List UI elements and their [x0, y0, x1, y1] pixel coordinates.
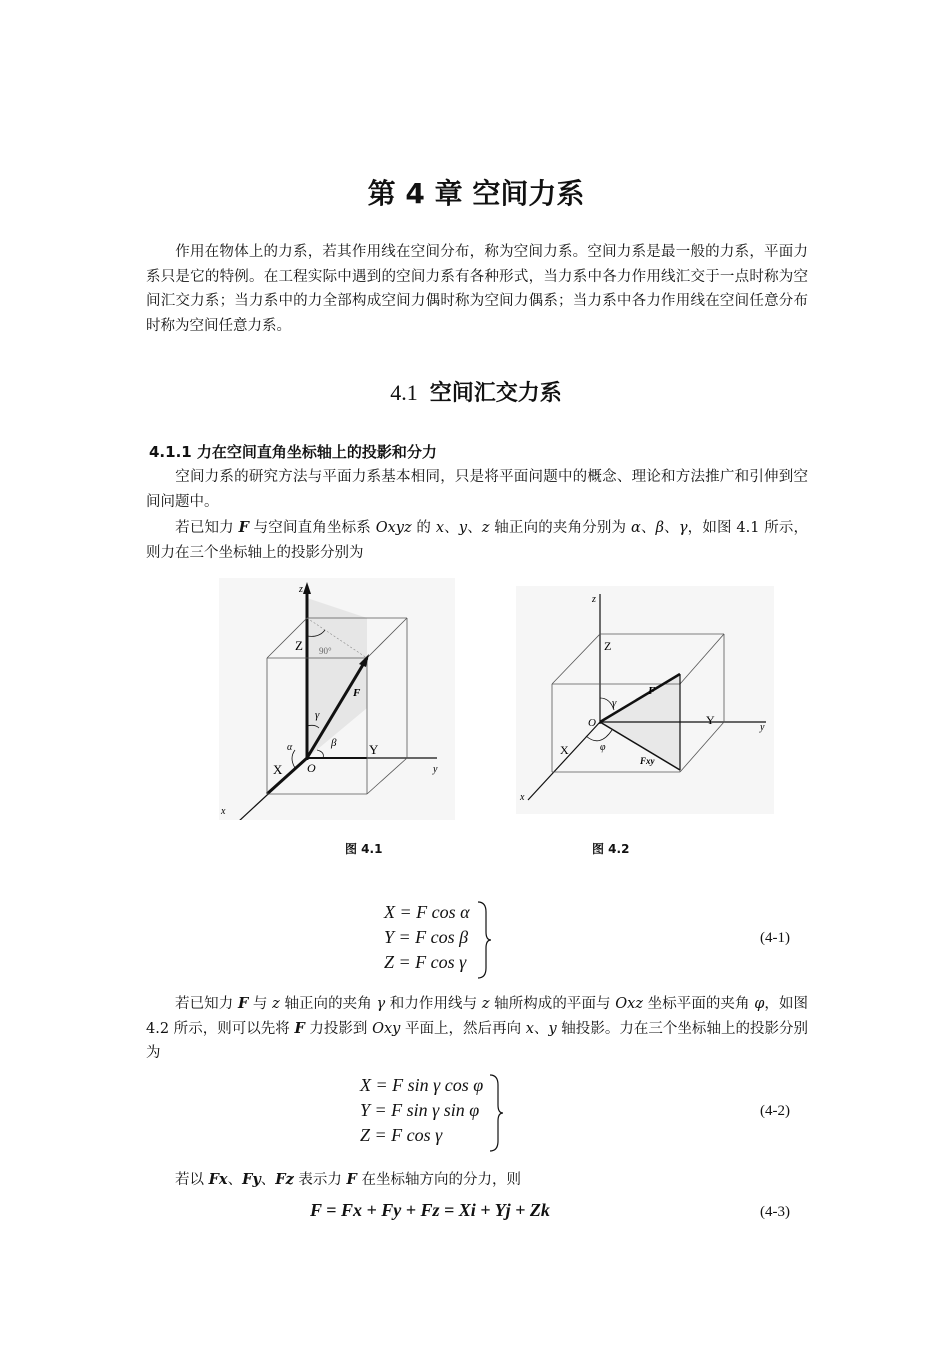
- fig1-label-z: z: [299, 584, 303, 595]
- p3-text-e: 轴所构成的平面与: [489, 996, 616, 1012]
- eq1-brace-path: [478, 902, 491, 978]
- paragraph-3: [146, 992, 808, 1066]
- section-number: 4.1: [390, 380, 418, 405]
- eq2-line-2: Y = F sin γ sin φ: [360, 1100, 480, 1120]
- fig2-box-edge: [552, 634, 600, 684]
- p3-x: x: [525, 1020, 534, 1037]
- fig1-label-x: x: [221, 806, 226, 817]
- p3-text-c: 轴正向的夹角: [279, 996, 377, 1012]
- fig1-z-arrow: [303, 582, 311, 594]
- eq2-brace-path: [490, 1075, 503, 1151]
- eq2-brace: [488, 1073, 504, 1153]
- p3-text-a: 若已知力: [175, 996, 238, 1012]
- p2-sep3: 、: [640, 520, 656, 536]
- paragraph-4: [146, 1168, 808, 1193]
- equation-4-3-number: (4-3): [760, 1204, 790, 1220]
- intro-paragraph: [146, 240, 808, 338]
- p3-oxy: Oxy: [372, 1020, 401, 1037]
- p3-gamma: γ: [376, 996, 386, 1012]
- equation-4-2-number: (4-2): [760, 1103, 790, 1119]
- p2-text-a: 若已知力: [175, 520, 239, 536]
- paragraph-2: [146, 516, 808, 565]
- fig2-x-axis: [528, 722, 600, 800]
- intro-text: 作用在物体上的力系，若其作用线在空间分布，称为空间力系。空间力系是最一般的力系，平面力系只是它的特例。在工程实际中遇到的空间力系有各种形式，当力系中各力作用线汇交于一点时称为空间汇交力系；当力系中的力全部构成空间力偶时称为空间力偶系；当力系中各力作用线在空间任意分布时称为空间任意力系。: [146, 244, 808, 334]
- fig1-label-O: O: [307, 761, 316, 775]
- p2-beta: β: [655, 520, 664, 536]
- p4-text-b: 表示力: [293, 1172, 347, 1188]
- figure-4-1-caption: 图 4.1: [345, 842, 383, 856]
- p3-z2: z: [481, 996, 490, 1012]
- p2-text-b: 与空间直角坐标系: [248, 520, 376, 536]
- p2-text-e: ，如图 4.1 所示，则力在三个坐标轴上的投影分别为: [146, 520, 809, 561]
- p3-text-i: 平面上，然后再向: [400, 1020, 526, 1037]
- p4-sep1: 、: [227, 1172, 243, 1188]
- p2-text-d: 轴正向的夹角分别为: [489, 520, 631, 536]
- eq1-line-3: Z = F cos γ: [384, 952, 467, 972]
- fig1-label-X: X: [273, 762, 283, 777]
- fig1-label-gamma: γ: [315, 709, 320, 721]
- p3-text-j: 轴投影。力在三个坐标轴上的投影分别为: [146, 1020, 809, 1061]
- fig2-label-phi: φ: [600, 742, 606, 753]
- p3-z1: z: [272, 996, 280, 1012]
- p4-force-F: F: [346, 1171, 357, 1188]
- p2-z: z: [481, 520, 490, 536]
- fig2-angle-phi: [586, 730, 612, 741]
- p4-sep2: 、: [260, 1172, 276, 1188]
- eq2-line-3: Z = F cos γ: [360, 1125, 443, 1145]
- p3-text-d: 和力作用线与: [385, 996, 482, 1012]
- fig1-label-90: 90°: [319, 646, 332, 656]
- equation-4-1: [384, 900, 470, 975]
- p2-sep2: 、: [467, 520, 482, 536]
- equation-4-1-number: (4-1): [760, 930, 790, 946]
- fig2-label-Z: Z: [604, 639, 612, 653]
- p4-Fz: Fz: [275, 1171, 294, 1188]
- p4-Fx: Fx: [208, 1171, 228, 1188]
- fig2-label-y: y: [760, 722, 765, 733]
- p3-text-g: ，如图 4.2 所示，则可以先将: [146, 996, 809, 1037]
- fig1-label-Y: Y: [369, 742, 379, 757]
- fig1-label-alpha: α: [287, 742, 293, 753]
- fig1-angle-alpha: [292, 750, 295, 768]
- figure-4-1: [219, 578, 455, 820]
- p4-Fy: Fy: [242, 1171, 261, 1188]
- p3-phi: φ: [754, 996, 765, 1012]
- p3-y: y: [548, 1020, 557, 1037]
- eq1-brace: [476, 900, 492, 980]
- p2-alpha: α: [630, 520, 641, 536]
- chapter-title: 第 4 章 空间力系: [367, 177, 585, 210]
- p4-text-a: 若以: [175, 1172, 209, 1188]
- section-heading: [0, 376, 952, 407]
- p3-text-f: 坐标平面的夹角: [642, 996, 755, 1012]
- p2-sep4: 、: [664, 520, 679, 536]
- equation-4-3: F = Fx + Fy + Fz = Xi + Yj + Zk: [310, 1200, 550, 1220]
- fig2-label-O: O: [588, 717, 596, 729]
- fig1-box-edge: [367, 618, 407, 658]
- equation-4-2: [360, 1073, 483, 1148]
- p3-sep: 、: [533, 1020, 549, 1037]
- fig2-box-edge: [680, 634, 724, 684]
- eq1-line-2: Y = F cos β: [384, 927, 469, 947]
- p3-text-b: 与: [248, 996, 273, 1012]
- p3-oxz: Oxz: [615, 996, 643, 1012]
- eq2-line-1: X = F sin γ cos φ: [360, 1075, 484, 1095]
- subsection-heading: 4.1.1 力在空间直角坐标轴上的投影和分力: [149, 443, 437, 461]
- section-title: 空间汇交力系: [429, 381, 562, 406]
- p3-force-F2: F: [294, 1019, 305, 1037]
- p3-force-F: F: [237, 995, 249, 1012]
- p2-gamma: γ: [678, 520, 688, 536]
- fig1-label-beta: β: [331, 737, 337, 749]
- fig2-label-Y: Y: [706, 713, 715, 727]
- fig2-box-edge: [680, 722, 724, 772]
- fig2-label-gamma: γ: [612, 697, 617, 709]
- p2-text-c: 的: [411, 520, 436, 536]
- figure-4-2-caption: 图 4.2: [592, 842, 630, 856]
- fig2-label-Fxy: Fxy: [640, 756, 655, 766]
- fig1-label-y: y: [433, 764, 438, 775]
- fig1-label-F: F: [353, 687, 361, 699]
- fig1-label-Z: Z: [295, 638, 303, 653]
- figure-4-2: [516, 586, 774, 814]
- p1-text: 空间力系的研究方法与平面力系基本相同，只是将平面问题中的概念、理论和方法推广和引伸到空间问题中。: [146, 469, 808, 510]
- fig2-label-F: F: [648, 685, 656, 697]
- p2-oxyz: Oxyz: [375, 520, 412, 536]
- fig2-label-z: z: [592, 594, 596, 605]
- fig1-angle-beta: [317, 750, 323, 758]
- fig2-label-x: x: [520, 792, 525, 803]
- fig2-label-X: X: [560, 743, 569, 757]
- figure-4-1-diagram: [219, 578, 455, 820]
- p2-y: y: [458, 520, 468, 536]
- p2-sep1: 、: [444, 520, 459, 536]
- p2-force-F: F: [238, 519, 249, 536]
- paragraph-1: [146, 465, 808, 514]
- fig1-box-edge: [367, 758, 407, 794]
- p3-text-h: 力投影到: [304, 1020, 373, 1037]
- fig1-shaded-plane: [307, 598, 367, 758]
- figure-4-2-diagram: [516, 586, 774, 814]
- p4-text-c: 在坐标轴方向的分力，则: [356, 1172, 521, 1188]
- p2-x: x: [435, 520, 444, 536]
- eq1-line-1: X = F cos α: [384, 902, 470, 922]
